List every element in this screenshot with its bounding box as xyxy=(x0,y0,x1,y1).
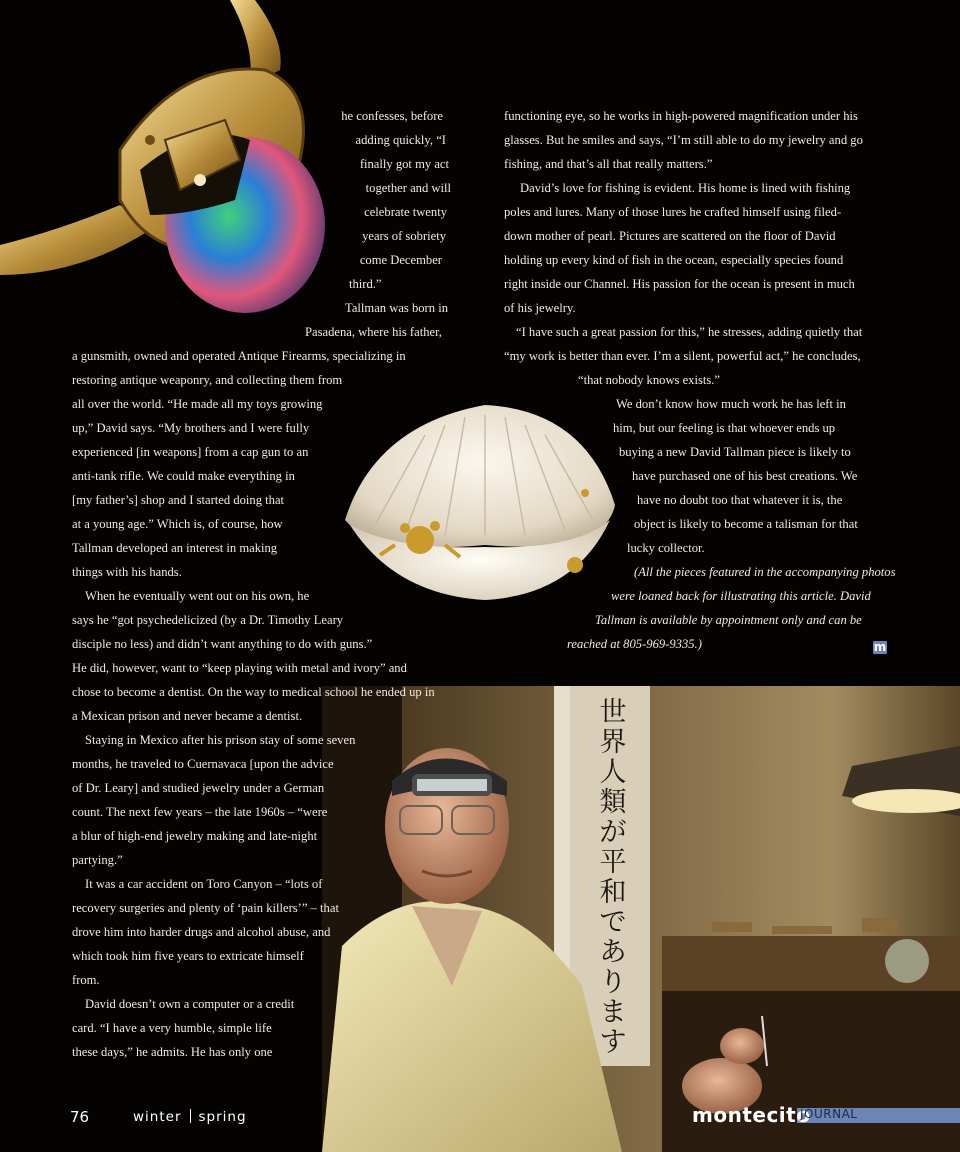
text-line: adding quickly, “I xyxy=(355,133,446,147)
text-line: at a young age.” Which is, of course, how xyxy=(72,517,283,531)
sign-char: 人 xyxy=(599,757,627,788)
jeweler-portrait-photo xyxy=(322,686,960,1152)
sign-char: が xyxy=(599,817,627,848)
text-line: months, he traveled to Cuernavaca [upon the advice xyxy=(72,757,334,771)
text-line: lucky collector. xyxy=(627,541,705,555)
sign-char: 世 xyxy=(599,697,627,728)
sign-char: 平 xyxy=(599,847,627,878)
text-line: says he “got psychedelicized (by a Dr. Timothy Leary xyxy=(72,613,344,627)
opal-ring-image xyxy=(0,0,330,320)
text-line: “I have such a great passion for this,” he stresses, adding quietly that xyxy=(516,325,863,339)
text-line: a gunsmith, owned and operated Antique Firearms, specializing in xyxy=(72,349,406,363)
text-line: he confesses, before xyxy=(341,109,443,123)
text-line: from. xyxy=(72,973,100,987)
text-line: finally got my act xyxy=(359,157,449,171)
text-line: were loaned back for illustrating this article. David xyxy=(611,589,871,603)
text-line: right inside our Channel. His passion for the ocean is present in much xyxy=(504,277,855,291)
text-line: Staying in Mexico after his prison stay of some seven xyxy=(85,733,356,747)
text-line: a Mexican prison and never became a dentist. xyxy=(72,709,303,723)
text-line: object is likely to become a talisman for that xyxy=(634,517,858,531)
text-line: card. “I have a very humble, simple life xyxy=(72,1021,272,1035)
text-line: [my father’s] shop and I started doing that xyxy=(72,493,285,507)
text-line: “my work is better than ever. I’m a silent, powerful act,” he concludes, xyxy=(504,349,861,363)
logo-bold-text: montecito xyxy=(692,1103,811,1127)
text-line: drove him into harder drugs and alcohol abuse, and xyxy=(72,925,331,939)
sign-char: 和 xyxy=(599,877,627,908)
text-line: of Dr. Leary] and studied jewelry under a German xyxy=(72,781,325,795)
sign-char: り xyxy=(599,967,627,998)
text-line: “that nobody knows exists.” xyxy=(578,373,721,387)
text-line: Tallman developed an interest in making xyxy=(72,541,278,555)
text-line: functioning eye, so he works in high-powered magnification under his xyxy=(504,109,858,123)
text-line: years of sobriety xyxy=(362,229,446,243)
text-line: Tallman is available by appointment only and can be xyxy=(595,613,862,627)
text-line: things with his hands. xyxy=(72,565,182,579)
page-number: 76 xyxy=(70,1108,90,1126)
sign-char: ま xyxy=(599,997,627,1028)
text-line: fishing, and that’s all that really matters.” xyxy=(504,157,713,171)
text-line: these days,” he admits. He has only one xyxy=(72,1045,273,1059)
text-line: He did, however, want to “keep playing with metal and ivory” and xyxy=(72,661,407,675)
text-line: have purchased one of his best creations. We xyxy=(632,469,858,483)
text-line: experienced [in weapons] from a cap gun to an xyxy=(72,445,309,459)
text-line: chose to become a dentist. On the way to medical school he ended up in xyxy=(72,685,435,699)
sign-char: あ xyxy=(599,937,627,968)
text-line: (All the pieces featured in the accompanying photos xyxy=(634,565,896,579)
text-line: It was a car accident on Toro Canyon – “lots of xyxy=(85,877,323,891)
text-line: partying.” xyxy=(72,853,123,867)
sign-char: 類 xyxy=(599,787,627,818)
text-line: come December xyxy=(359,253,442,267)
issue-season xyxy=(133,1109,247,1125)
text-line: a blur of high-end jewelry making and late-night xyxy=(72,829,318,843)
text-line: Tallman was born in xyxy=(345,301,448,315)
shell-sculpture-image xyxy=(335,395,625,605)
text-line: down mother of pearl. Pictures are scattered on the floor of David xyxy=(504,229,836,243)
sign-char: 界 xyxy=(599,727,627,758)
text-line: When he eventually went out on his own, he xyxy=(85,589,310,603)
text-line: celebrate twenty xyxy=(364,205,447,219)
end-mark-icon: m xyxy=(873,640,887,654)
text-line: Pasadena, where his father, xyxy=(305,325,442,339)
text-line: David doesn’t own a computer or a credit xyxy=(85,997,295,1011)
text-line: restoring antique weaponry, and collecting them from xyxy=(72,373,343,387)
text-line: together and will xyxy=(365,181,451,195)
text-line: buying a new David Tallman piece is likely to xyxy=(619,445,851,459)
text-line: third.” xyxy=(349,277,382,291)
text-line: him, but our feeling is that whoever ends up xyxy=(613,421,836,435)
text-line: count. The next few years – the late 1960s – “were xyxy=(72,805,328,819)
text-line: reached at 805-969-9335.) xyxy=(567,637,702,651)
text-line: David’s love for fishing is evident. His home is lined with fishing xyxy=(520,181,851,195)
text-line: anti-tank rifle. We could make everything in xyxy=(72,469,295,483)
text-line: poles and lures. Many of those lures he crafted himself using filed- xyxy=(504,205,842,219)
season-winter: winter xyxy=(133,1109,182,1125)
photo-sign-characters xyxy=(588,698,638,1058)
season-spring: spring xyxy=(198,1109,247,1125)
text-line: recovery surgeries and plenty of ‘pain killers’” – that xyxy=(72,901,339,915)
text-line: glasses. But he smiles and says, “I’m still able to do my jewelry and go xyxy=(504,133,863,147)
text-line: all over the world. “He made all my toys growing xyxy=(72,397,323,411)
text-line: up,” David says. “My brothers and I were fully xyxy=(72,421,310,435)
season-divider xyxy=(190,1109,191,1123)
text-line: We don’t know how much work he has left in xyxy=(616,397,846,411)
sign-char: す xyxy=(599,1027,627,1058)
sign-char: で xyxy=(599,907,627,938)
text-line: have no doubt too that whatever it is, the xyxy=(637,493,843,507)
logo-light-text: JOURNAL xyxy=(800,1107,858,1121)
text-line: which took him five years to extricate himself xyxy=(72,949,304,963)
text-line: holding up every kind of fish in the ocean, especially species found xyxy=(504,253,844,267)
text-line: disciple no less) and didn’t want anything to do with guns.” xyxy=(72,637,373,651)
text-line: of his jewelry. xyxy=(504,301,576,315)
